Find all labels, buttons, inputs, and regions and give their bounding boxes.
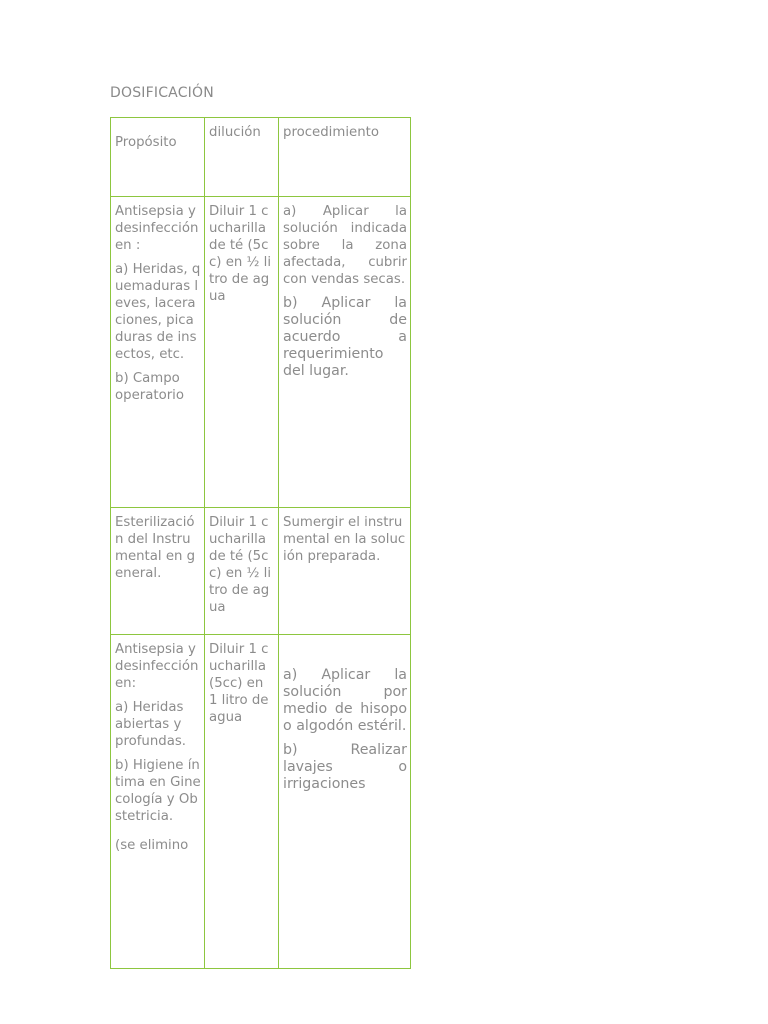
proposito-cell xyxy=(111,197,205,508)
proposito-text: Antisepsia y desinfección en: xyxy=(115,642,199,691)
proposito-text: Antisepsia y desinfección en : xyxy=(115,204,199,253)
dosage-table xyxy=(110,117,411,969)
procedimiento-item: b) Aplicar la solución de acuerdo a requerimiento del lugar. xyxy=(283,295,407,379)
table-row xyxy=(111,508,411,635)
table-row xyxy=(111,197,411,508)
procedimiento-cell xyxy=(279,508,411,635)
proposito-item: a) Heridas abiertas y profundas. xyxy=(115,700,187,749)
proposito-text: Esterilización del Instrumental en general. xyxy=(115,515,196,581)
table-header-row xyxy=(111,118,411,197)
proposito-item: a) Heridas, quemaduras leves, laceraciones, picaduras de insectos, etc. xyxy=(115,262,201,362)
dilucion-cell: Diluir 1 cucharilla (5cc) en 1 litro de agua xyxy=(205,635,279,969)
proposito-item: b) Campo operatorio xyxy=(115,371,185,403)
header-procedimiento: procedimiento xyxy=(279,118,411,197)
procedimiento-cell xyxy=(279,197,411,508)
proposito-cell xyxy=(111,508,205,635)
dilucion-cell: Diluir 1 cucharilla de té (5cc) en ½ litro de agua xyxy=(205,508,279,635)
table-row xyxy=(111,635,411,969)
proposito-cell xyxy=(111,635,205,969)
procedimiento-item: a) Aplicar la solución por medio de hisopo o algodón estéril. xyxy=(283,667,407,734)
header-proposito: Propósito xyxy=(111,118,205,197)
dilucion-cell: Diluir 1 cucharilla de té (5cc) en ½ litro de agua xyxy=(205,197,279,508)
header-dilucion: dilución xyxy=(205,118,279,197)
procedimiento-item: Sumergir el instrumental en la solución preparada. xyxy=(283,515,406,564)
procedimiento-cell xyxy=(279,635,411,969)
procedimiento-item: a) Aplicar la solución indicada sobre la zona afectada, cubrir con vendas secas. xyxy=(283,204,407,287)
proposito-item: b) Higiene íntima en Ginecología y Obstetricia. xyxy=(115,758,201,824)
procedimiento-item: b) Realizar lavajes o irrigaciones xyxy=(283,742,407,792)
proposito-item: (se elimino xyxy=(115,838,189,853)
document-title: DOSIFICACIÓN xyxy=(110,85,214,101)
